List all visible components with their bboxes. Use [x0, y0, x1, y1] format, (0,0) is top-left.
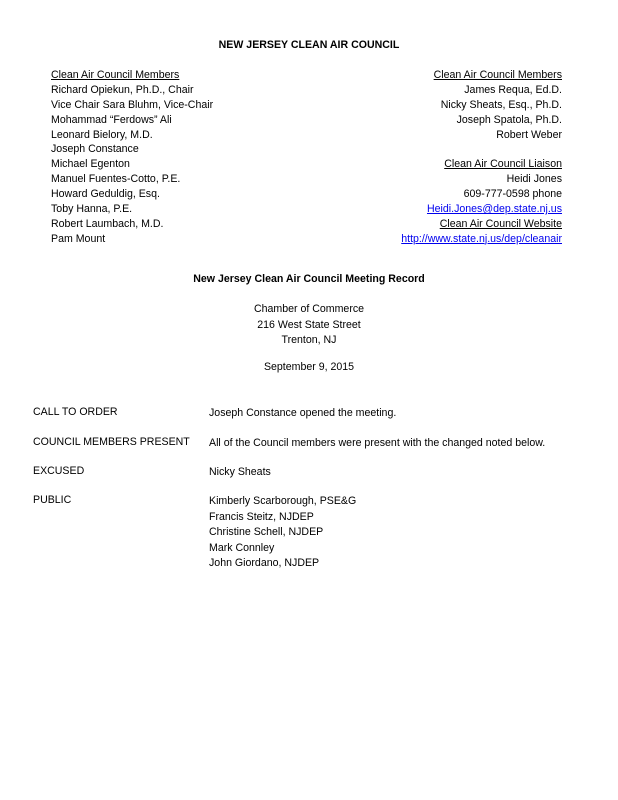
website-link[interactable]: http://www.state.nj.us/dep/cleanair — [401, 232, 562, 245]
member-name: Joseph Spatola, Ph.D. — [456, 113, 562, 126]
member-name: Michael Egenton — [51, 158, 130, 171]
record-value: John Giordano, NJDEP — [209, 557, 320, 570]
left-members-column — [51, 68, 311, 247]
document-title: NEW JERSEY CLEAN AIR COUNCIL — [218, 39, 400, 51]
website-heading: Clean Air Council Website — [439, 217, 562, 230]
member-name: Manuel Fuentes-Cotto, P.E. — [51, 173, 181, 186]
record-label: CALL TO ORDER — [33, 406, 118, 418]
record-label: EXCUSED — [33, 465, 85, 477]
record-label: PUBLIC — [33, 494, 72, 506]
record-value: Nicky Sheats — [209, 466, 271, 478]
liaison-phone: 609-777-0598 phone — [463, 188, 562, 201]
record-value: Francis Steitz, NJDEP — [209, 510, 314, 523]
record-value: Mark Connley — [209, 541, 275, 554]
meeting-venue — [0, 302, 618, 349]
record-value: Joseph Constance opened the meeting. — [209, 407, 397, 419]
venue-line: Trenton, NJ — [281, 334, 337, 346]
liaison-name: Heidi Jones — [506, 173, 562, 186]
member-name: Toby Hanna, P.E. — [51, 203, 133, 216]
liaison-email-link[interactable]: Heidi.Jones@dep.state.nj.us — [426, 203, 562, 216]
member-name: Mohammad “Ferdows” Ali — [51, 113, 172, 126]
record-label: COUNCIL MEMBERS PRESENT — [33, 436, 190, 448]
venue-line: Chamber of Commerce — [253, 303, 365, 315]
meeting-record-title: New Jersey Clean Air Council Meeting Record — [193, 273, 425, 285]
member-name: Robert Weber — [496, 128, 562, 141]
record-value: Christine Schell, NJDEP — [209, 526, 324, 539]
member-name: James Requa, Ed.D. — [464, 83, 562, 96]
member-name: Leonard Bielory, M.D. — [51, 128, 153, 141]
member-name: Robert Laumbach, M.D. — [51, 217, 164, 230]
right-members-column — [302, 68, 562, 247]
member-name: Joseph Constance — [51, 143, 139, 156]
member-name: Nicky Sheats, Esq., Ph.D. — [440, 98, 562, 111]
record-value: Kimberly Scarborough, PSE&G — [209, 495, 357, 507]
right-members-heading: Clean Air Council Members — [433, 69, 562, 81]
venue-line: 216 West State Street — [257, 318, 361, 331]
liaison-heading: Clean Air Council Liaison — [444, 158, 562, 171]
member-name: Richard Opiekun, Ph.D., Chair — [51, 83, 194, 96]
member-name: Vice Chair Sara Bluhm, Vice-Chair — [51, 98, 214, 111]
member-name: Howard Geduldig, Esq. — [51, 188, 160, 201]
member-name: Pam Mount — [51, 232, 106, 245]
meeting-date: September 9, 2015 — [263, 361, 355, 373]
left-members-heading: Clean Air Council Members — [51, 69, 180, 81]
record-value: All of the Council members were present with the changed noted below. — [209, 437, 546, 449]
